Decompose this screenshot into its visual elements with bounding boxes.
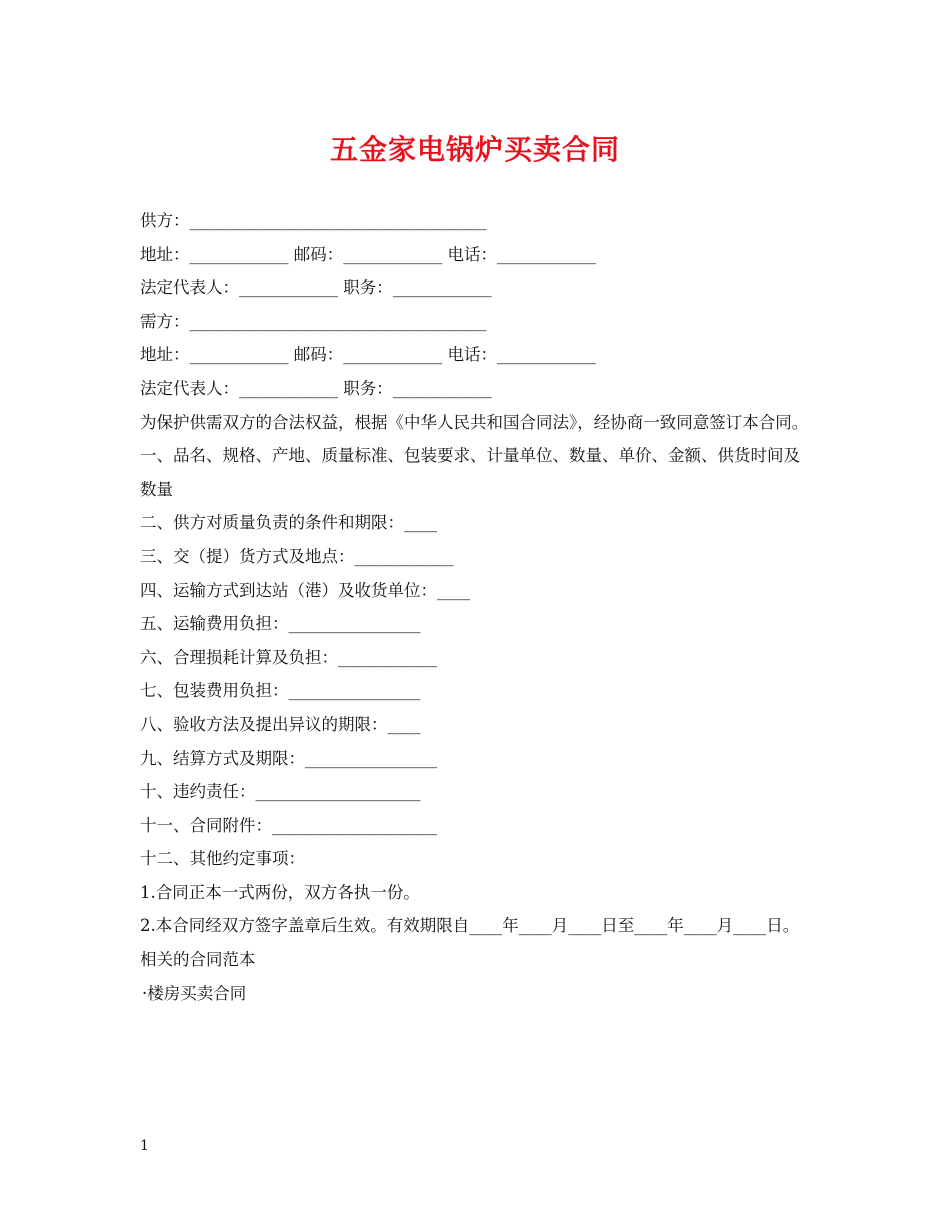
clause-9: 九、结算方式及期限：________________	[140, 748, 437, 768]
buyer-representative-line: 法定代表人：____________ 职务：____________	[140, 378, 492, 398]
clause-6: 六、合理损耗计算及负担：____________	[140, 647, 437, 667]
related-link-item[interactable]: ·楼房买卖合同	[142, 983, 247, 1003]
clause-12: 十二、其他约定事项：	[140, 849, 305, 869]
supplier-name-line: 供方：____________________________________	[140, 211, 487, 230]
supplier-representative-line: 法定代表人：____________ 职务：____________	[140, 278, 492, 298]
intro-paragraph: 为保护供需双方的合法权益，根据《中华人民共和国合同法》，经协商一致同意签订本合同。	[140, 412, 809, 432]
clause-5: 五、运输费用负担：________________	[140, 614, 421, 634]
supplier-address-line: 地址：____________ 邮码：____________ 电话：____________	[140, 244, 596, 264]
clause-1: 一、品名、规格、产地、质量标准、包装要求、计量单位、数量、单价、金额、供货时间及数量	[140, 446, 800, 499]
page-number: 1	[140, 1138, 149, 1154]
related-heading: 相关的合同范本	[140, 950, 256, 970]
clause-4: 四、运输方式到达站（港）及收货单位：____	[140, 580, 470, 600]
clause-7: 七、包装费用负担：________________	[140, 681, 421, 701]
document-body	[140, 204, 812, 1010]
clause-10: 十、违约责任：____________________	[140, 782, 421, 802]
clause-8: 八、验收方法及提出异议的期限：____	[140, 714, 421, 734]
buyer-name-line: 需方：____________________________________	[140, 311, 487, 331]
clause-11: 十一、合同附件：____________________	[140, 815, 437, 835]
document-title: 五金家电锅炉买卖合同	[329, 133, 620, 166]
buyer-address-line: 地址：____________ 邮码：____________ 电话：____________	[140, 345, 596, 365]
clause-12-item-1: 1.合同正本一式两份，双方各执一份。	[140, 882, 420, 902]
clause-2: 二、供方对质量负责的条件和期限：____	[140, 513, 437, 533]
clause-3: 三、交（提）货方式及地点：____________	[140, 546, 454, 566]
clause-12-item-2: 2.本合同经双方签字盖章后生效。有效期限自____年____月____日至____年____月____日。	[140, 916, 800, 936]
